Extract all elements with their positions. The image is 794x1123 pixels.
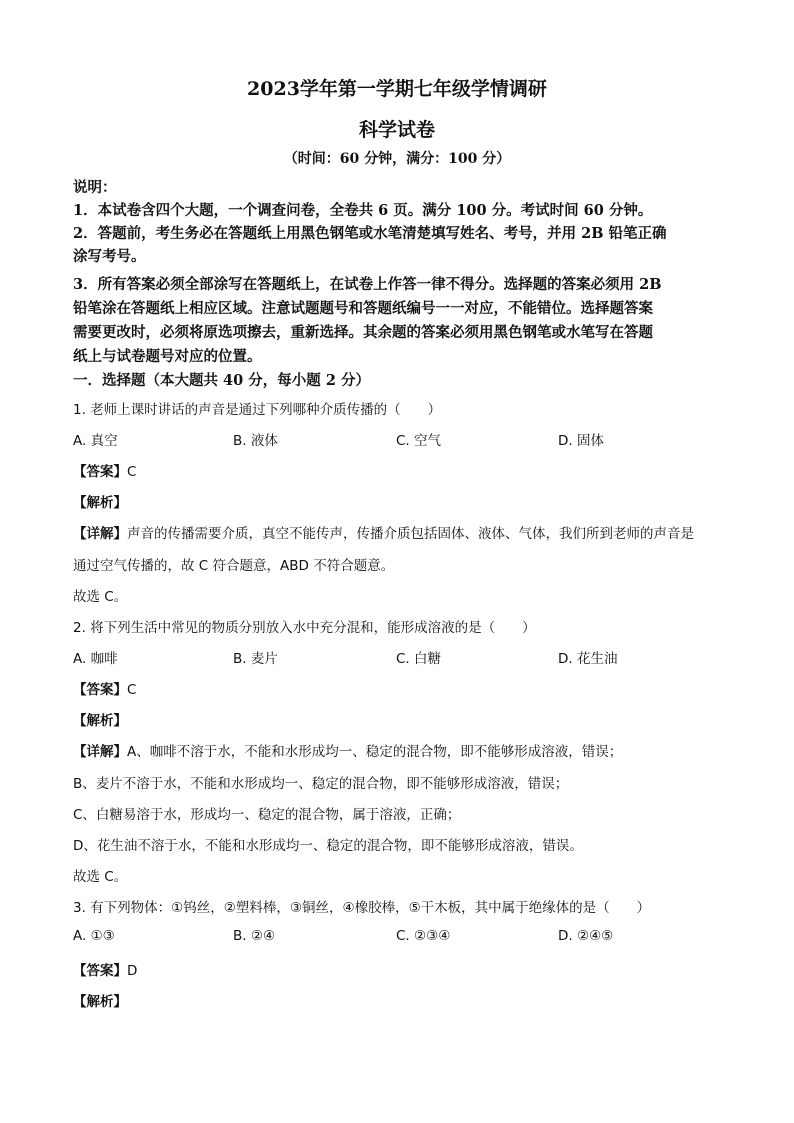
detail-text: 声音的传播需要介质，真空不能传声，传播介质包括固体、液体、气体，我们所到老师的声音是 (127, 526, 694, 542)
answer-tag: 【答案】 (73, 963, 127, 979)
option-d: D. 固体 (558, 433, 604, 449)
detail-line: B、麦片不溶于水，不能和水形成均一、稳定的混合物，即不能够形成溶液，错误； (73, 776, 569, 792)
detail-tag: 【详解】 (73, 744, 127, 760)
page-title: 2023学年第一学期七年级学情调研 (247, 78, 547, 100)
option-c: C. 空气 (396, 433, 442, 449)
option-d: D. 花生油 (558, 651, 618, 667)
answer-line (73, 460, 136, 480)
option-b: B. ②④ (233, 928, 276, 944)
option-a: A. ①③ (73, 928, 115, 944)
instruction-line: 3．所有答案必须全部涂写在答题纸上，在试卷上作答一律不得分。选择题的答案必须用 2B (73, 276, 662, 293)
answer-tag: 【答案】 (73, 682, 127, 698)
question-stem: 2. 将下列生活中常见的物质分别放入水中充分混和，能形成溶液的是（ ） (73, 620, 536, 636)
instructions-heading: 说明： (73, 179, 117, 196)
option-b: B. 液体 (233, 433, 278, 449)
section-heading: 一．选择题（本大题共 40 分，每小题 2 分） (73, 372, 370, 389)
instruction-line: 需要更改时，必须将原选项擦去，重新选择。其余题的答案必须用黑色钢笔或水笔写在答题 (73, 324, 653, 341)
instruction-line: 1．本试卷含四个大题，一个调查问卷，全卷共 6 页。满分 100 分。考试时间 60 分钟。 (73, 202, 653, 219)
detail-line (73, 740, 622, 760)
answer-value: D (127, 963, 138, 979)
answer-line (73, 678, 136, 698)
answer-tag: 【答案】 (73, 464, 127, 480)
instruction-line: 纸上与试卷题号对应的位置。 (73, 348, 262, 365)
detail-line: 通过空气传播的，故 C 符合题意，ABD 不符合题意。 (73, 558, 395, 574)
option-a: A. 咖啡 (73, 651, 118, 667)
choose-line: 故选 C。 (73, 869, 128, 885)
detail-line: D、花生油不溶于水，不能和水形成均一、稳定的混合物，即不能够形成溶液，错误。 (73, 838, 583, 854)
instruction-line: 涂写考号。 (73, 248, 146, 265)
analysis-tag: 【解析】 (73, 994, 127, 1010)
question-stem: 1. 老师上课时讲话的声音是通过下列哪种介质传播的（ ） (73, 402, 442, 418)
answer-line (73, 959, 137, 979)
choose-line: 故选 C。 (73, 589, 128, 605)
detail-tag: 【详解】 (73, 526, 127, 542)
option-c: C. ②③④ (396, 928, 451, 944)
detail-text: A、咖啡不溶于水，不能和水形成均一、稳定的混合物，即不能够形成溶液，错误； (127, 744, 623, 760)
detail-line: C、白糖易溶于水，形成均一、稳定的混合物，属于溶液，正确； (73, 807, 461, 823)
instruction-line: 2．答题前，考生务必在答题纸上用黑色钢笔或水笔清楚填写姓名、考号，并用 2B 铅笔正确 (73, 225, 667, 242)
detail-line (73, 522, 694, 542)
question-stem: 3. 有下列物体：①钨丝，②塑料棒，③铜丝，④橡胶棒，⑤干木板，其中属于绝缘体的是（ ） (73, 900, 651, 916)
analysis-tag: 【解析】 (73, 495, 127, 511)
answer-value: C (127, 464, 137, 480)
option-a: A. 真空 (73, 433, 118, 449)
page-subtitle: 科学试卷 (358, 119, 435, 141)
option-c: C. 白糖 (396, 651, 442, 667)
time-info: （时间：60 分钟，满分：100 分） (283, 151, 511, 167)
option-d: D. ②④⑤ (558, 928, 614, 944)
answer-value: C (127, 682, 137, 698)
option-b: B. 麦片 (233, 651, 278, 667)
instruction-line: 铅笔涂在答题纸上相应区域。注意试题题号和答题纸编号一一对应，不能错位。选择题答案 (73, 300, 653, 317)
analysis-tag: 【解析】 (73, 713, 127, 729)
